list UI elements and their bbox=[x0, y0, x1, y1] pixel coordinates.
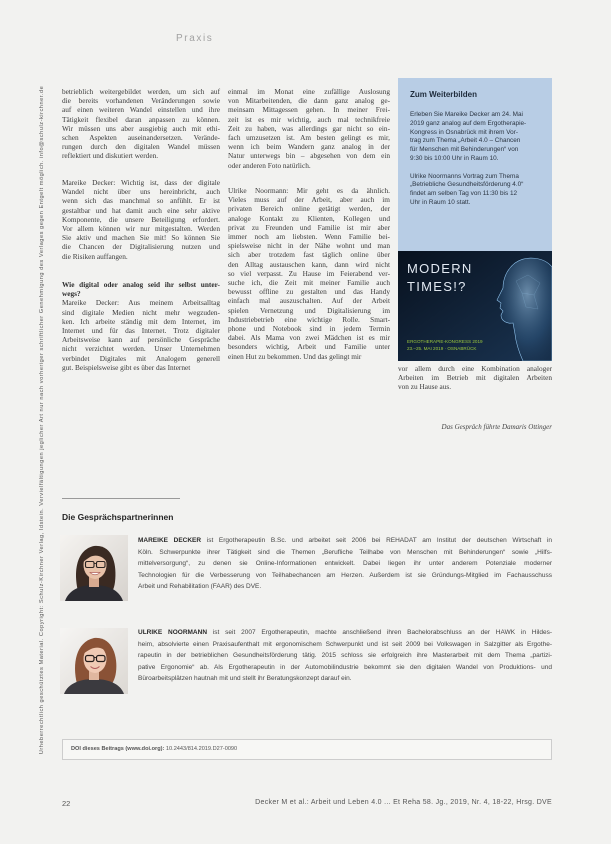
text-line: oder anderen Foto natürlich. bbox=[228, 160, 311, 170]
text-line: betrieblich weitergebildet werden, um sich auf bbox=[62, 87, 220, 96]
text-line: 9:30 bis 10:00 Uhr in Raum 10. bbox=[410, 154, 499, 162]
promo-title-line-1: MODERN bbox=[407, 261, 473, 276]
section-divider bbox=[62, 498, 180, 499]
portrait-photo-ulrike-noormann bbox=[60, 628, 128, 694]
text-line: Erleben Sie Mareike Decker am 24. Mai bbox=[410, 111, 523, 118]
promo-caption-line-1: ERGOTHERAPIE-KONGRESS 2019 bbox=[407, 339, 483, 344]
text-line: findet am selben Tag von 11:30 bis 12 bbox=[410, 190, 518, 198]
text-line: verbindet Digitales mit Analogem generell bbox=[62, 353, 220, 363]
article-column-3 bbox=[398, 364, 552, 392]
bio-line: heim, absolvierte einen Praxisaufenthalt mit ergonomischem Schwerpunkt und ist seit 2009 bei Volkswagen in Salzgitter als Ergothe- bbox=[138, 640, 552, 648]
text-line: Tätigkeit flexibel daran anpassen zu können. bbox=[62, 114, 220, 124]
text-line: spielen Vernetzung und Digitalisierung im bbox=[228, 305, 390, 315]
congress-promo-image bbox=[398, 251, 552, 361]
text-line: auf einen weiteren Wandel einstellen und ihre bbox=[62, 105, 220, 115]
text-line: Arbeitsweise kann auf persönliche Gespräche bbox=[62, 335, 220, 345]
text-line: trag zum Thema „Arbeit 4.0 – Chancen bbox=[410, 137, 521, 145]
text-line: ken. Ich arbeite ständig mit dem Internet, im bbox=[62, 316, 220, 326]
text-line: Komponente, die unsere Beteiligung erfordert. bbox=[62, 214, 220, 224]
bios-heading: Die Gesprächspartnerinnen bbox=[62, 512, 174, 522]
text-line: einen Hut zu bekommen. Und das gelingt mir bbox=[228, 351, 362, 361]
bio-mareike-decker bbox=[138, 535, 552, 593]
text-line: besonders wichtig, Arbeit und Familie unter bbox=[228, 342, 390, 352]
text-line: schen Aspekten auseinandersetzen. Verände- bbox=[62, 133, 220, 143]
bio-line: Köln. Schwerpunkte ihrer Tätigkeit sind die Themen „Berufliche Teilhabe von Menschen mit Behinderungen“ sowie „Hilfs- bbox=[138, 548, 552, 556]
text-line: Vor allem können wir nur mitgestalten. Werden bbox=[62, 224, 220, 234]
article-column-1 bbox=[62, 87, 220, 372]
text-line: die bereits vorhandenen Veränderungen sowie bbox=[62, 96, 220, 106]
text-line: Kongress in Osnabrück mit ihrem Vor- bbox=[410, 128, 518, 136]
paragraph bbox=[62, 178, 220, 261]
text-line: Wir müssen uns aber ausgiebig auch mit ethi- bbox=[62, 123, 220, 133]
paragraph bbox=[410, 111, 546, 164]
text-line: 2019 ganz analog auf dem Ergotherapie- bbox=[410, 119, 527, 127]
text-line: von zu Hause aus. bbox=[398, 382, 452, 392]
text-line: dabei. Als Mama von zwei Mädchen ist es mir bbox=[228, 333, 390, 343]
text-line: wenn sich das manchmal so anfühlt. Er ist bbox=[62, 196, 220, 206]
text-line: gut. Beispielsweise gibt es über das Internet bbox=[62, 362, 191, 372]
text-line: Wandel nicht über uns hereinbricht, auch bbox=[62, 187, 220, 197]
text-line: bewusst offline zu gestalten und das Handy bbox=[228, 287, 390, 297]
bio-text-segment: ist Ergotherapeutin B.Sc. und arbeitet seit 2006 bei REHADAT am Institut der deutschen Wirtschaft in bbox=[206, 537, 553, 544]
page-number: 22 bbox=[62, 799, 71, 808]
text-line: nicht verzichtet werden. Unser Unternehmen bbox=[62, 344, 220, 354]
bio-line: rapeutin in der betrieblichen Gesundheitsförderung tätig. 2015 schloss sie erfolgreich ihre Masterarbeit mit dem Thema „partizi- bbox=[138, 652, 552, 660]
text-line: „Betriebliche Gesundheitsförderung 4.0“ bbox=[410, 181, 524, 189]
paragraph bbox=[398, 364, 552, 392]
paragraph bbox=[228, 87, 390, 170]
doi-label: DOI dieses Beitrags (www.doi.org): bbox=[71, 746, 165, 752]
bio-line: pative Ergonomie“ ab. Als Ergotherapeutin in der Automobilindustrie bekommt sie den digitalen Wandel von Produktions- und bbox=[138, 663, 552, 671]
text-line: privaten Bereich online getätigt werden, der bbox=[228, 204, 390, 214]
text-line: sind digitale Medien nicht mehr wegzuden- bbox=[62, 307, 220, 317]
text-line: Wie digital oder analog seid ihr selbst unter- bbox=[62, 280, 220, 290]
info-box-title: Zum Weiterbilden bbox=[410, 90, 477, 99]
text-line: Arbeiten im Betrieb mit digitalen Arbeiten bbox=[398, 373, 552, 383]
text-line: die Chancen der Digitalisierung nutzen und bbox=[62, 242, 220, 252]
text-line: Vieles muss auf der Arbeit, aber auch im bbox=[228, 195, 390, 205]
text-line: zeit ist es mir wichtig, auch mal technikfreie bbox=[228, 114, 390, 124]
text-line: Uhr in Raum 10 statt. bbox=[410, 198, 471, 206]
bio-line: mittelversorgung“, zu denen sie Online-Informationen entwickelt. Dabei liegen ihr unter anderem Potenziale moderner bbox=[138, 560, 552, 568]
text-line: einmal im Monat eine zufällige Auslosung bbox=[228, 87, 390, 96]
person-name: ULRIKE NOORMANN bbox=[138, 629, 208, 636]
text-line: Mareike Decker: Aus meinem Arbeitsalltag bbox=[62, 298, 220, 308]
text-line: wegs? bbox=[62, 289, 81, 299]
text-line: Zeit zu haben, was allerdings gar nicht so ein- bbox=[228, 123, 390, 133]
text-line: privat zu Freunden und Familie ist mir aber bbox=[228, 222, 390, 232]
paragraph bbox=[410, 173, 546, 208]
bio-line: Technologien für die Verbesserung von Teilhabechancen am Herzen. Außerdem ist sie Gründungs-Mitglied im Fachausschuss bbox=[138, 571, 552, 579]
text-line: Natur unterwegs bin – abgesehen von dem ein bbox=[228, 151, 390, 161]
text-line: spielsweise nicht in der Nähe wohnt und man bbox=[228, 241, 390, 251]
copyright-notice: Urheberrechtlich geschütztes Material. Copyright: Schulz-Kirchner Verlag, Idstein. Vervielfältigungen jeglicher Art nur nach vorheriger schriftlicher Genehmigung des Verlages gegen Entgelt möglich. info@schulz-kirchner.de bbox=[39, 85, 45, 755]
text-line: gestaltbar und hat damit auch eine sehr aktive bbox=[62, 205, 220, 215]
bio-line bbox=[138, 535, 552, 547]
text-line: für Menschen mit Behinderungen“ von bbox=[410, 146, 519, 154]
text-line: analoge Kontakt zu Klienten, Kollegen und bbox=[228, 213, 390, 223]
text-line: einfach mal auszuschalten. Auf der Arbeit bbox=[228, 296, 390, 306]
promo-title-line-2: TIMES!? bbox=[407, 279, 467, 294]
info-box-body bbox=[410, 111, 546, 208]
portrait-photo-mareike-decker bbox=[60, 535, 128, 601]
info-box bbox=[398, 78, 552, 251]
interview-credit: Das Gespräch führte Damaris Ottinger bbox=[441, 423, 552, 431]
text-line: rungen durch den digitalen Wandel müssen bbox=[62, 142, 220, 152]
footer-citation: Decker M et al.: Arbeit und Leben 4.0 ... Et Reha 58. Jg., 2019, Nr. 4, 18-22, Hrsg. DVE bbox=[255, 799, 552, 806]
doi-value: 10.2443/814.2019.D27-0090 bbox=[165, 746, 238, 752]
person-name: MAREIKE DECKER bbox=[138, 537, 202, 544]
text-line: Mareike Decker: Wichtig ist, dass der digitale bbox=[62, 178, 220, 188]
text-line: die Risiken auffangen. bbox=[62, 251, 128, 261]
question-heading bbox=[62, 280, 220, 298]
bio-line bbox=[138, 627, 552, 639]
text-line: Ulrike Noormanns Vortrag zum Thema bbox=[410, 172, 519, 180]
text-line: meinsam Mittagessen gehen. In meiner Frei- bbox=[228, 105, 390, 115]
bio-text-segment: ist seit 2007 Ergotherapeutin, machte anschließend ihren Bachelorabschluss an der HAWK in Hildes- bbox=[212, 629, 552, 636]
promo-caption-line-2: 23.–25. MAI 2019 · OSNABRÜCK bbox=[407, 346, 477, 351]
text-line: sich aber trotzdem fast täglich online über bbox=[228, 250, 390, 260]
text-line: immer noch am liebsten. Wenn Familie bei- bbox=[228, 232, 390, 242]
text-line: den Alltag austauschen kann, dann wird nicht bbox=[228, 259, 390, 269]
text-line: Sie aktiv und machen Sie mit! So können Sie bbox=[62, 233, 220, 243]
text-line: Ulrike Noormann: Mir geht es da ähnlich. bbox=[228, 186, 390, 196]
text-line: fach umzusetzen ist. Am besten gelingt es mir, bbox=[228, 133, 390, 143]
text-line: wenn ich beim Wandern ganz analog in der bbox=[228, 142, 390, 152]
paragraph bbox=[62, 87, 220, 161]
article-column-2 bbox=[228, 87, 390, 361]
text-line: von Mitarbeitenden, die dann ganz analog ge- bbox=[228, 96, 390, 106]
text-line: so viel verpasst. Zu Hause im Feierabend ver- bbox=[228, 268, 390, 278]
paragraph bbox=[62, 298, 220, 372]
text-line: Internet und für das Internet. Trotz digitaler bbox=[62, 326, 220, 336]
text-line: reflektiert und diskutiert werden. bbox=[62, 151, 159, 161]
text-line: phone und Notebook sind in jedem Termin bbox=[228, 324, 390, 334]
bio-line: Büroarbeitsplätzen hautnah mit und stellt ihr Beratungskonzept darauf ein. bbox=[138, 675, 352, 683]
bio-line: Arbeit und Rehabilitation (FAAR) des DVE. bbox=[138, 583, 262, 591]
running-head-section: Praxis bbox=[176, 33, 214, 44]
text-line: suche ich, die Zeit mit meiner Familie auch bbox=[228, 278, 390, 288]
text-line: Industriebetrieb eine wichtige Rolle. Smart- bbox=[228, 314, 390, 324]
text-line: vor allem durch eine Kombination analoger bbox=[398, 364, 552, 373]
paragraph bbox=[228, 186, 390, 361]
doi-box bbox=[62, 739, 552, 760]
bio-ulrike-noormann bbox=[138, 627, 552, 685]
